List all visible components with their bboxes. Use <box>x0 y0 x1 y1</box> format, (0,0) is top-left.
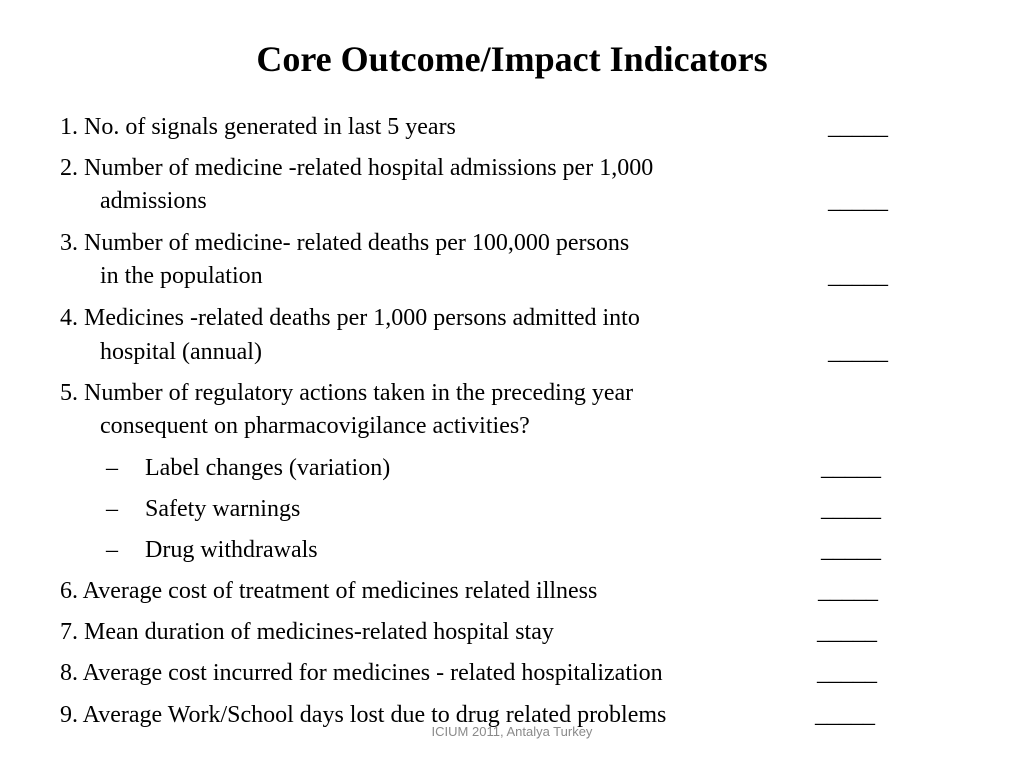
sub-indicator-drug-withdrawals-blank: _____ <box>821 537 881 563</box>
indicator-7-text: 7. Mean duration of medicines-related hospital stay <box>60 619 554 645</box>
indicator-5-text-continued: consequent on pharmacovigilance activities? <box>100 413 530 439</box>
indicator-1-text: 1. No. of signals generated in last 5 years <box>60 114 456 140</box>
sub-indicator-label-changes: Label changes (variation) <box>145 455 391 481</box>
sub-bullet-dash: – <box>106 455 118 481</box>
slide-footer: ICIUM 2011, Antalya Turkey <box>431 724 593 739</box>
indicator-8-text: 8. Average cost incurred for medicines - related hospitalization <box>60 660 663 686</box>
indicator-2-text: 2. Number of medicine -related hospital admissions per 1,000 <box>60 155 654 181</box>
indicator-3-text-continued: in the population <box>100 263 263 289</box>
sub-bullet-dash: – <box>106 496 118 522</box>
sub-indicator-safety-warnings-blank: _____ <box>821 496 881 522</box>
sub-indicator-label-changes-blank: _____ <box>821 455 881 481</box>
indicator-7-blank: _____ <box>817 619 877 645</box>
indicator-2-blank: _____ <box>828 188 888 214</box>
indicator-4-text: 4. Medicines -related deaths per 1,000 persons admitted into <box>60 305 640 331</box>
sub-indicator-safety-warnings: Safety warnings <box>145 496 301 522</box>
indicator-4-blank: _____ <box>828 339 888 365</box>
indicator-9-text: 9. Average Work/School days lost due to drug related problems <box>60 702 667 728</box>
indicator-8-blank: _____ <box>817 660 877 686</box>
indicator-9-blank: _____ <box>815 702 875 728</box>
indicator-4-text-continued: hospital (annual) <box>100 339 262 365</box>
indicator-3-blank: _____ <box>828 263 888 289</box>
slide-title: Core Outcome/Impact Indicators <box>256 39 768 79</box>
sub-indicator-drug-withdrawals: Drug withdrawals <box>145 537 318 563</box>
indicator-1-blank: _____ <box>828 114 888 140</box>
indicator-3-text: 3. Number of medicine- related deaths per 100,000 persons <box>60 230 630 256</box>
indicator-2-text-continued: admissions <box>100 188 207 214</box>
indicator-6-blank: _____ <box>818 578 878 604</box>
indicator-5-text: 5. Number of regulatory actions taken in the preceding year <box>60 380 634 406</box>
indicator-6-text: 6. Average cost of treatment of medicines related illness <box>60 578 598 604</box>
sub-bullet-dash: – <box>106 537 118 563</box>
